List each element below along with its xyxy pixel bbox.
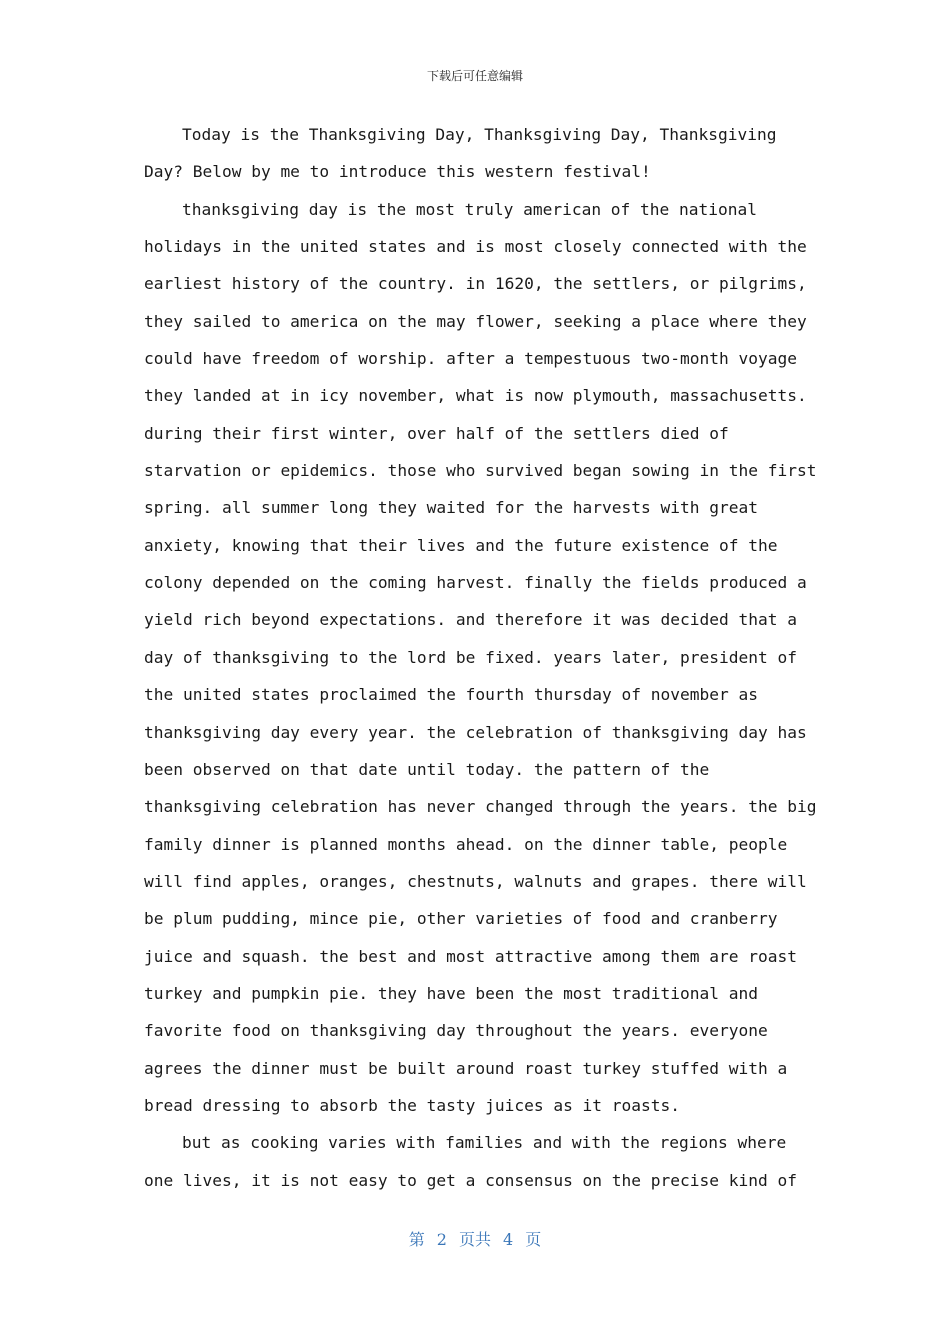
footer-current-page: 2 (436, 1230, 447, 1249)
page-header (0, 66, 950, 86)
paragraph-history (144, 191, 817, 1125)
text-line: anxiety, knowing that their lives and the future existence of the (144, 535, 778, 555)
text-line: Today is the Thanksgiving Day, Thanksgiving Day, Thanksgiving (182, 125, 777, 144)
text-line: agrees the dinner must be built around roast turkey stuffed with a (144, 1058, 788, 1078)
text-line: one lives, it is not easy to get a consensus on the precise kind of (144, 1170, 797, 1190)
text-line: yield rich beyond expectations. and therefore it was decided that a (144, 610, 797, 630)
text-line: family dinner is planned months ahead. on the dinner table, people (144, 834, 788, 854)
paragraph-intro (144, 116, 810, 191)
text-line: the united states proclaimed the fourth thursday of november as (144, 685, 758, 705)
paragraph-cooking (144, 1124, 810, 1199)
text-line: favorite food on thanksgiving day throughout the years. everyone (144, 1021, 768, 1041)
text-line: Day? Below by me to introduce this western festival! (144, 162, 651, 182)
document-body (144, 116, 817, 1199)
footer-page-label: 第 (408, 1230, 425, 1249)
text-line: will find apples, oranges, chestnuts, walnuts and grapes. there will (144, 871, 807, 891)
text-line: earliest history of the country. in 1620, the settlers, or pilgrims, (144, 274, 807, 294)
text-line: but as cooking varies with families and with the regions where (182, 1133, 787, 1153)
text-line: turkey and pumpkin pie. they have been the most traditional and (144, 983, 758, 1003)
text-line: spring. all summer long they waited for the harvests with great (144, 498, 758, 518)
text-line: could have freedom of worship. after a tempestuous two-month voyage (144, 349, 797, 369)
text-line: be plum pudding, mince pie, other varieties of food and cranberry (144, 909, 778, 929)
text-line: they landed at in icy november, what is now plymouth, massachusetts. (144, 386, 807, 406)
text-line: colony depended on the coming harvest. finally the fields produced a (144, 573, 807, 593)
text-line: they sailed to america on the may flower, seeking a place where they (144, 311, 807, 331)
text-line: thanksgiving celebration has never changed through the years. the big (144, 797, 817, 817)
footer-total-pages: 4 (503, 1230, 514, 1249)
text-line: holidays in the united states and is most closely connected with the (144, 237, 807, 257)
header-text: 下载后可任意编辑 (426, 69, 523, 83)
page-footer (0, 1228, 950, 1252)
text-line: day of thanksgiving to the lord be fixed. years later, president of (144, 647, 797, 667)
footer-total-suffix: 页 (525, 1230, 542, 1249)
text-line: bread dressing to absorb the tasty juices as it roasts. (144, 1095, 681, 1115)
text-line: starvation or epidemics. those who survived began sowing in the first (144, 461, 817, 481)
text-line: thanksgiving day is the most truly american of the national (182, 199, 757, 219)
footer-page-suffix: 页共 (458, 1230, 491, 1249)
text-line: been observed on that date until today. the pattern of the (144, 759, 710, 779)
text-line: during their first winter, over half of the settlers died of (144, 423, 729, 443)
text-line: juice and squash. the best and most attractive among them are roast (144, 946, 797, 966)
text-line: thanksgiving day every year. the celebration of thanksgiving day has (144, 722, 807, 742)
